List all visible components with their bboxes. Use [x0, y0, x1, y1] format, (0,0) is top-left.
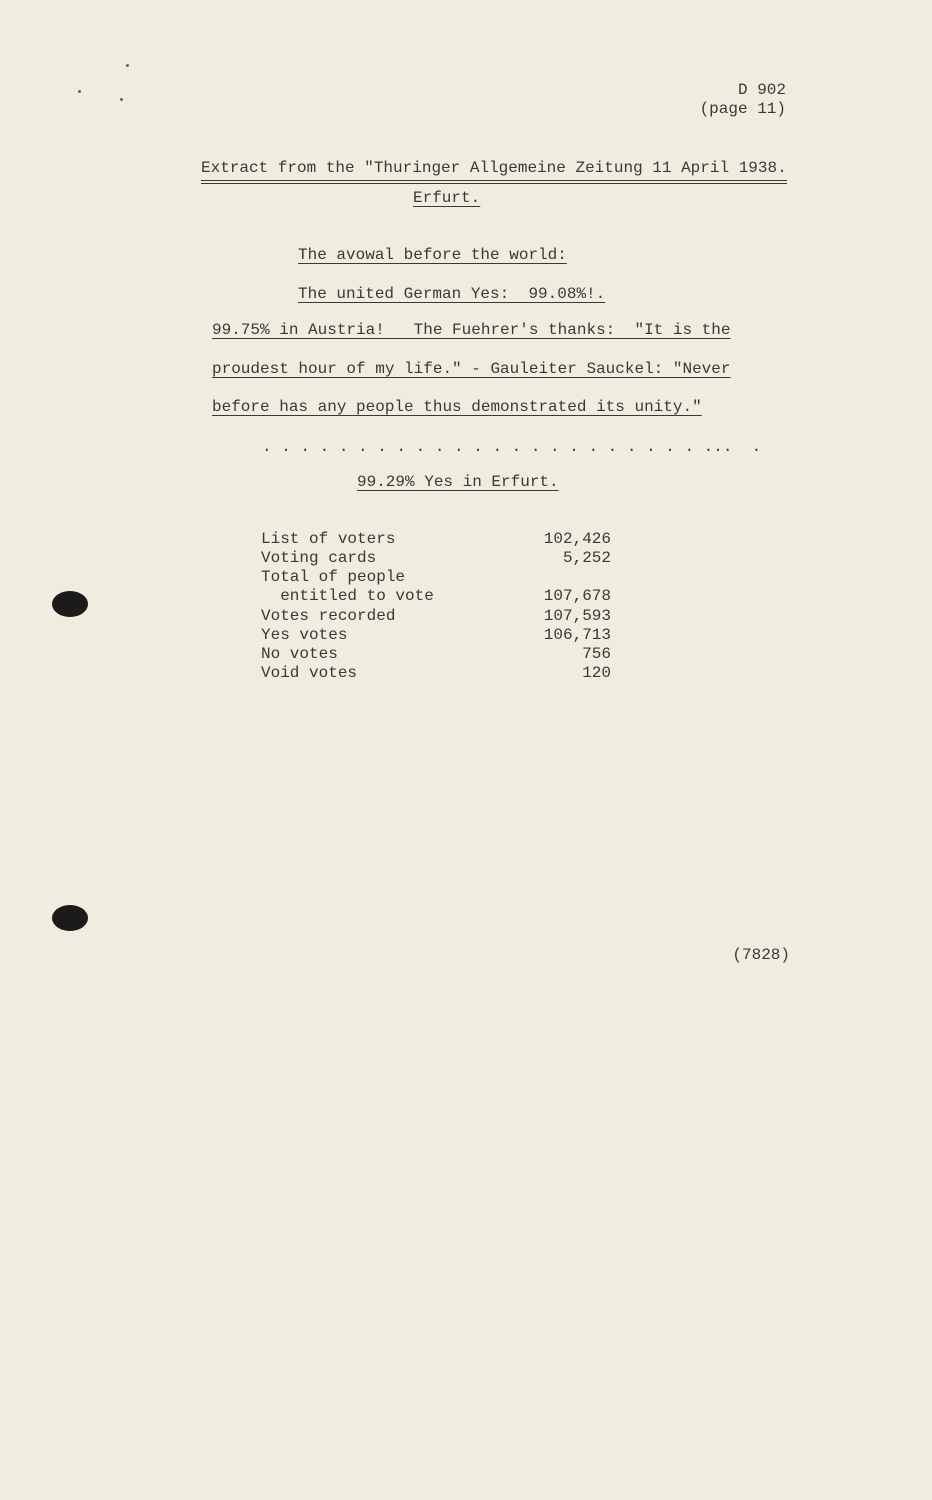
extract-underline [201, 180, 787, 181]
row-label: No votes [261, 645, 338, 663]
row-label: Total of people [261, 568, 406, 586]
article-line-1: The avowal before the world: [298, 246, 567, 264]
article-line-3: 99.75% in Austria! The Fuehrer's thanks: "It is the [212, 321, 731, 339]
row-value: 107,678 [543, 587, 611, 605]
row-value: 106,713 [543, 626, 611, 644]
page-reference: (page 11) [699, 100, 786, 118]
row-value: 756 [582, 645, 611, 663]
erfurt-result-heading: 99.29% Yes in Erfurt. [357, 473, 559, 491]
table-row [261, 626, 611, 646]
article-line-2: The united German Yes: 99.08%!. [298, 285, 606, 303]
document-reference: D 902 [737, 81, 786, 99]
separator-dots: . . . . . . . . . . . . . . . . . . . . . . . ... . [262, 438, 762, 456]
row-label: Yes votes [261, 626, 348, 644]
extract-title: Extract from the "Thuringer Allgemeine Zeitung 11 April 1938. [201, 159, 787, 177]
speck [78, 90, 81, 93]
extract-underline-double [201, 183, 787, 184]
speck [126, 64, 129, 67]
table-row [261, 607, 611, 627]
row-label: entitled to vote [261, 587, 434, 605]
row-label: Votes recorded [261, 607, 396, 625]
article-line-5: before has any people thus demonstrated its unity." [212, 398, 702, 416]
punch-hole-top [52, 591, 88, 617]
row-value: 5,252 [562, 549, 611, 567]
table-row [261, 530, 611, 550]
row-value: 120 [582, 664, 611, 682]
document-number: (7828) [732, 946, 790, 964]
article-line-4: proudest hour of my life." - Gauleiter Sauckel: "Never [212, 360, 731, 378]
table-row [261, 549, 611, 569]
row-value: 107,593 [543, 607, 611, 625]
place-heading: Erfurt. [413, 189, 481, 207]
row-value: 102,426 [543, 530, 611, 548]
row-label: Voting cards [261, 549, 377, 567]
speck [120, 98, 123, 101]
table-row [261, 568, 611, 588]
row-label: Void votes [261, 664, 358, 682]
table-row [261, 587, 611, 607]
row-label: List of voters [261, 530, 396, 548]
table-row [261, 645, 611, 665]
punch-hole-bottom [52, 905, 88, 931]
table-row [261, 664, 611, 684]
